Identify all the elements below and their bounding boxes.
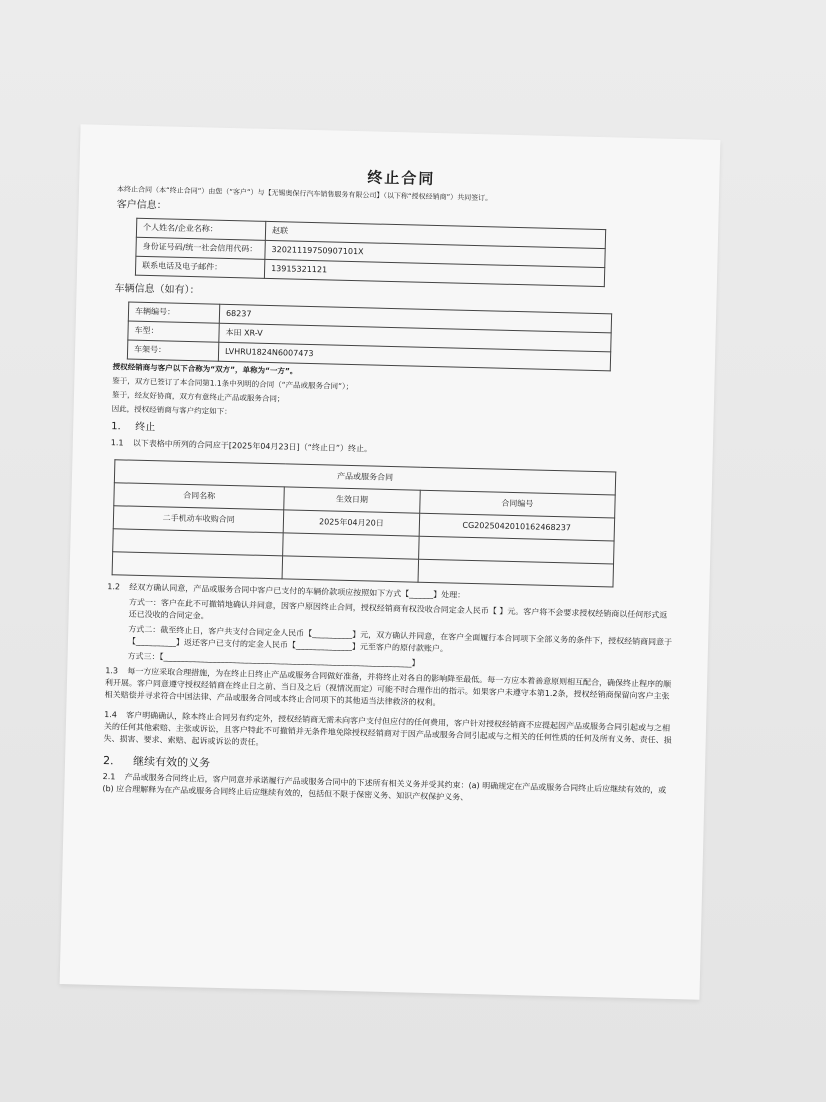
clause-1-4	[103, 709, 672, 759]
customer-contact-value: 13915321121	[264, 259, 604, 286]
section-number: 2.	[102, 754, 114, 768]
empty-cell	[282, 556, 418, 582]
cell-contract-name: 二手机动车收购合同	[113, 506, 284, 533]
contract-sheet	[60, 124, 721, 999]
clause-text: 产品或服务合同终止后，客户同意并承诺履行产品或服务合同中的下述所有相关义务并受其约束：(a) 明确规定在产品或服务合同终止后应继续有效的，或 (b) 应合理解释为在产品或服务合同终止后应继续有效的，包括但不限于保密义务、知识产权保护义务、	[102, 772, 667, 802]
clause-number: 1.3	[105, 666, 119, 676]
customer-contact-label: 联系电话及电子邮件：	[135, 256, 264, 278]
clause-1-2-option-1: 方式一：客户在此不可撤销地确认并同意，因客户原因终止合同，授权经销商有权没收合同定金人民币【 】元。客户将不会要求授权经销商以任何形式返还已没收的合同定金。	[128, 597, 668, 621]
header-effective-date: 生效日期	[284, 487, 420, 513]
clause-1-2-option-2: 方式二：截至终止日，客户共支付合同定金人民币【__________】元，双方确认并同意，在客户全面履行本合同项下全部义务的条件下，授权经销商同意于【__________】返还客户已支付的定金人民币【______________】元至客户的原付款账户。	[127, 624, 673, 654]
cell-effective-date: 2025年04月20日	[284, 510, 420, 536]
intro-paragraph: 本终止合同（本“终止合同”）由您（“客户”）与【无锡奥保行汽车销售服务有限公司】（以下称“授权经销商”）共同签订。	[116, 185, 493, 203]
contract-content	[102, 165, 685, 812]
customer-id-label: 身份证号码/统一社会信用代码：	[136, 237, 265, 259]
customer-info-table	[135, 218, 606, 287]
contract-table	[112, 459, 617, 587]
customer-name-value: 赵联	[265, 221, 605, 248]
vehicle-vin-value: LVHRU1824N6007473	[218, 342, 610, 371]
header-contract-name: 合同名称	[114, 483, 285, 510]
empty-cell	[283, 533, 419, 559]
vehicle-vin-label: 车架号：	[127, 340, 218, 361]
clause-text: 经双方确认同意，产品或服务合同中客户已支付的车辆价款项应按照如下方式【______】处理：	[129, 582, 466, 600]
document-title: 终止合同	[367, 168, 436, 188]
recital-therefore: 因此，授权经销商与客户约定如下：	[111, 404, 232, 417]
customer-heading: 客户信息：	[116, 199, 167, 212]
empty-cell	[418, 559, 614, 587]
recital-whereas-2: 鉴于，经友好协商，双方有意终止产品或服务合同；	[111, 390, 285, 404]
vehicle-heading: 车辆信息（如有）：	[114, 283, 200, 297]
vehicle-model-value: 本田 XR-V	[219, 323, 611, 352]
customer-name-label: 个人姓名/企业名称：	[136, 218, 265, 240]
clause-number: 1.4	[104, 710, 118, 720]
clause-number: 2.1	[102, 772, 116, 782]
clause-text: 客户明确确认，除本终止合同另有约定外，授权经销商无需未向客户支付但应付的任何费用，客户针对授权经销商不应提起因产品或服务合同引起或与之相关的任何其他索赔、主张或诉讼，且客户特此不可撤销并无条件地免除授权经销商对于因产品或服务合同引起或与之相关的任何性质的任何及所有义务、责任、损失、损害、要求、索赔、起诉或诉讼的责任。	[103, 710, 672, 747]
section-title: 终止	[135, 421, 156, 434]
empty-cell	[112, 552, 283, 579]
vehicle-number-value: 68237	[219, 304, 611, 333]
clause-text: 每一方应采取合理措施，为在终止日终止产品或服务合同做好准备，并将终止对各自的影响降至最低。每一方应本着善意原则相互配合，确保终止程序的顺利开展。客户同意遵守授权经销商在终止日之前、当日及之后（视情况而定）可能不时合理作出的指示。如果客户未遵守本第1.2条，授权经销商保留向客户主张相关赔偿并寻求符合中国法律、产品或服务合同或本终止合同项下的其他适当法律救济的权利。	[104, 666, 672, 708]
clause-number: 1.2	[107, 582, 121, 592]
clause-number: 1.1	[110, 438, 124, 448]
vehicle-number-label: 车辆编号：	[128, 302, 219, 323]
cell-contract-number: CG2025042010162468237	[419, 513, 615, 541]
section-number: 1.	[111, 421, 121, 433]
recital-whereas-1: 鉴于，双方已签订了本合同第1.1条中列明的合同（“产品或服务合同”）；	[112, 376, 354, 392]
vehicle-model-label: 车型：	[128, 321, 219, 342]
vehicle-info-table	[127, 302, 612, 372]
section-title: 继续有效的义务	[132, 754, 211, 770]
customer-id-value: 32021119750907101X	[265, 240, 605, 267]
contract-table-caption: 产品或服务合同	[114, 460, 615, 495]
clause-1-2-option-3: 方式三：【______________________________________________________________】	[127, 651, 420, 668]
header-contract-number: 合同编号	[419, 490, 615, 518]
clause-text: 以下表格中所列的合同应于[2025年04月23日]（“终止日”）终止。	[132, 438, 373, 454]
recital-parties: 授权经销商与客户以下合称为“双方”，单称为“一方”。	[112, 362, 298, 376]
